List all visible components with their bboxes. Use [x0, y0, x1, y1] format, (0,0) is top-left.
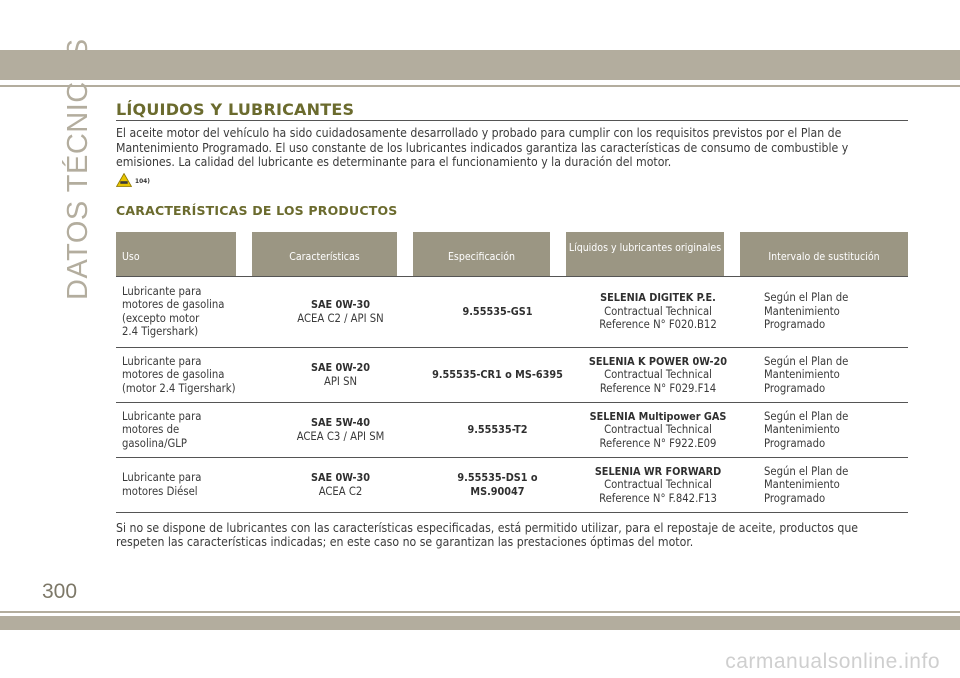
products-table — [116, 232, 908, 513]
cell-especificacion — [413, 403, 582, 458]
cell-intervalo — [740, 458, 908, 513]
table-row — [116, 276, 908, 348]
cell-line: ACEA C3 / API SM — [296, 429, 385, 443]
cell-line: Según el Plan de — [764, 464, 849, 478]
top-band — [0, 50, 960, 80]
table-row — [116, 458, 908, 513]
warning-ref-number: 104) — [135, 176, 150, 185]
cell-line: Mantenimiento — [764, 368, 840, 381]
header-especificacion: Especificación — [413, 232, 566, 276]
cell-line: SAE 0W-30 — [310, 471, 371, 485]
header-caracteristicas: Características — [252, 232, 413, 276]
cell-line: motores de gasolina — [122, 368, 225, 381]
intro-paragraph: El aceite motor del vehículo ha sido cuidadosamente desarrollado y probado para cumplir con los requisitos previstos por el Plan de Mantenimiento Programado. El uso constante de los lubricantes indicados garantiza las características de consumo de combustible y emisiones. La calidad del lubricante es determinante para el funcionamiento y la duración del motor. — [116, 126, 849, 169]
cell-line: gasolina/GLP — [122, 436, 187, 450]
cell-uso — [116, 403, 268, 458]
top-rule — [0, 85, 960, 87]
cell-line: Contractual Technical — [604, 368, 712, 381]
cell-uso — [116, 277, 268, 347]
cell-line: API SN — [323, 374, 358, 388]
cell-line: SELENIA DIGITEK P.E. — [600, 291, 716, 305]
cell-line: SELENIA K POWER 0W-20 — [588, 354, 728, 368]
cell-line: motores de — [122, 423, 180, 436]
cell-especificacion — [413, 458, 582, 513]
cell-liquidos — [576, 277, 740, 347]
page-number: 300 — [42, 580, 78, 603]
cell-line: Según el Plan de — [764, 291, 849, 305]
cell-line: Lubricante para — [122, 284, 202, 298]
cell-line: Lubricante para — [122, 409, 202, 423]
cell-line: Mantenimiento — [764, 478, 840, 491]
table-body — [116, 276, 908, 513]
cell-line: SELENIA WR FORWARD — [594, 464, 722, 478]
cell-line: motores Diésel — [122, 484, 198, 498]
cell-liquidos — [576, 458, 740, 513]
cell-line: 9.55535-GS1 — [462, 304, 533, 318]
bottom-band — [0, 616, 960, 630]
cell-line: Reference N° F922.E09 — [599, 436, 717, 450]
cell-line: SAE 5W-40 — [310, 416, 371, 430]
cell-line: 9.55535-CR1 o MS-6395 — [432, 368, 563, 381]
table-row — [116, 348, 908, 403]
warning-triangle-icon — [116, 173, 132, 187]
cell-liquidos — [576, 403, 740, 458]
cell-uso — [116, 458, 268, 513]
cell-line: (excepto motor — [122, 311, 200, 325]
cell-line: Programado — [764, 318, 826, 332]
header-intervalo: Intervalo de sustitución — [740, 232, 908, 276]
cell-line: Programado — [764, 381, 826, 395]
cell-intervalo — [740, 277, 908, 347]
cell-line: SELENIA Multipower GAS — [589, 409, 727, 423]
cell-line: Lubricante para — [122, 354, 202, 368]
cell-line: ACEA C2 — [318, 484, 363, 498]
cell-line: 9.55535-DS1 o — [457, 471, 538, 485]
cell-especificacion — [413, 348, 582, 403]
cell-line: ACEA C2 / API SN — [297, 311, 384, 325]
cell-caracteristicas — [252, 458, 429, 513]
cell-line: Según el Plan de — [764, 409, 849, 423]
cell-line: Según el Plan de — [764, 354, 849, 368]
cell-line: motores de gasolina — [122, 298, 225, 311]
cell-intervalo — [740, 403, 908, 458]
cell-line: SAE 0W-20 — [310, 361, 371, 375]
cell-line: Contractual Technical — [604, 423, 712, 436]
cell-caracteristicas — [252, 403, 429, 458]
page-title: LÍQUIDOS Y LUBRICANTES — [116, 100, 908, 121]
cell-line: Reference N° F.842.F13 — [599, 491, 717, 505]
cell-liquidos — [576, 348, 740, 403]
cell-line: Contractual Technical — [604, 304, 712, 318]
header-uso: Uso — [116, 232, 252, 276]
footer-paragraph: Si no se dispone de lubricantes con las características especificadas, está permitido utilizar, para el repostaje de aceite, productos que respeten las características indicadas; en este caso no se garantizan las prestaciones óptimas del motor. — [116, 520, 859, 549]
table-header — [116, 232, 908, 276]
cell-line: Programado — [764, 491, 826, 505]
cell-especificacion — [413, 277, 582, 347]
cell-line: Contractual Technical — [604, 478, 712, 491]
cell-line: (motor 2.4 Tigershark) — [122, 381, 236, 395]
cell-line: Reference N° F029.F14 — [599, 381, 717, 395]
warning-reference — [116, 171, 908, 189]
header-liquidos: Líquidos y lubricantes originales — [566, 232, 740, 276]
watermark: carmanualsonline.info — [725, 650, 940, 673]
cell-intervalo — [740, 348, 908, 403]
cell-line: Mantenimiento — [764, 423, 840, 436]
cell-line: Programado — [764, 436, 826, 450]
bottom-rule — [0, 611, 960, 613]
cell-uso — [116, 348, 268, 403]
cell-line: Reference N° F020.B12 — [599, 318, 717, 332]
table-row — [116, 403, 908, 458]
cell-line: 9.55535-T2 — [467, 423, 528, 436]
cell-line: MS.90047 — [470, 484, 525, 498]
cell-caracteristicas — [252, 277, 429, 347]
cell-line: Lubricante para — [122, 471, 202, 485]
section-subtitle: CARACTERÍSTICAS DE LOS PRODUCTOS — [116, 202, 398, 218]
cell-line: 2.4 Tigershark) — [122, 325, 199, 338]
cell-line: Mantenimiento — [764, 304, 840, 318]
section-side-tab: DATOS TÉCNICOS — [62, 38, 94, 300]
page-content — [116, 100, 908, 550]
cell-line: SAE 0W-30 — [310, 298, 371, 311]
cell-caracteristicas — [252, 348, 429, 403]
